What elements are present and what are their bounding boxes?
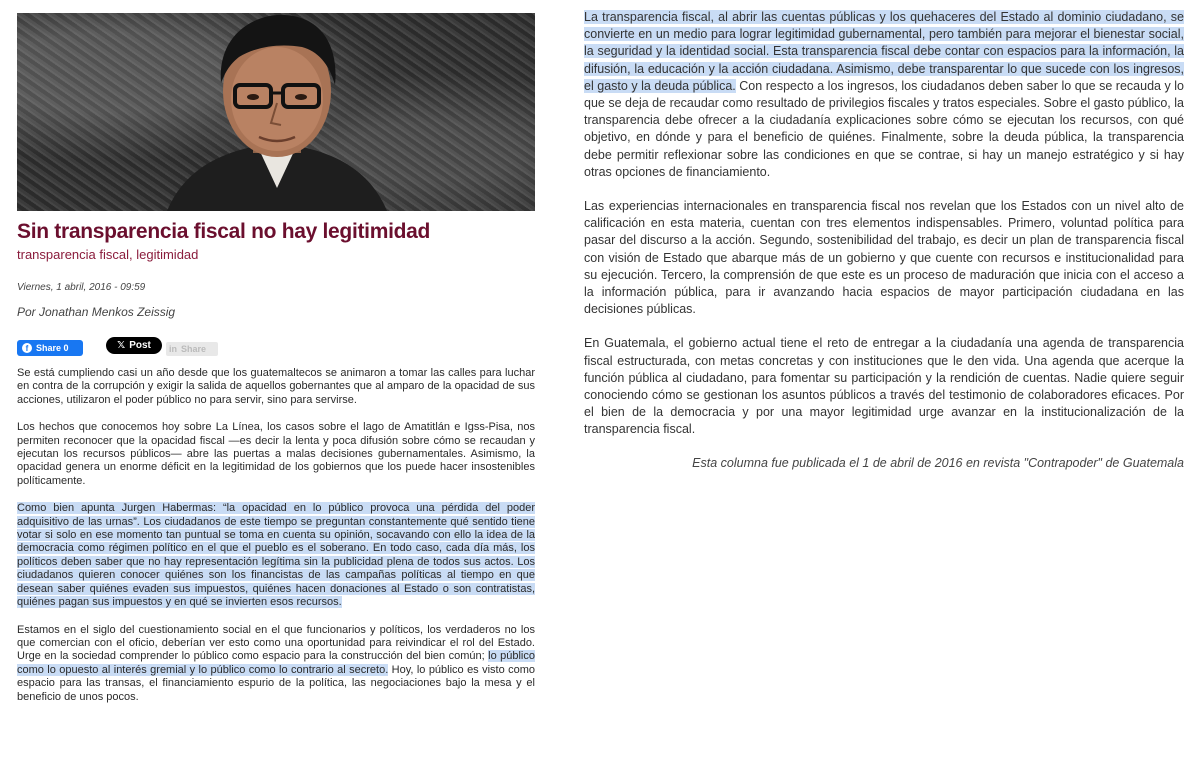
facebook-share-label: Share 0: [36, 343, 69, 353]
right-paragraph-1-rest: Con respecto a los ingresos, los ciudadanos deben saber lo que se recauda y lo que se deja de recaudar como resultado de privilegios fiscales y tratos especiales. Sobre el gasto público, la transparencia debe ofrecer a la ciudadanía explicaciones sobre cómo se ejecutan los recursos, con qué objetivo, en dónde y para el beneficio de quiénes. Finalmente, sobre la deuda pública, la transparencia debe permitir reflexionar sobre las condiciones en que se contrae, si hay un manejo estratégico y si hay otras opciones de financiamiento.: [584, 78, 1184, 179]
left-column: [17, 13, 535, 704]
tag-separator: ,: [129, 247, 137, 262]
author-portrait-illustration: [17, 13, 535, 211]
tag-link-transparencia-fiscal[interactable]: transparencia fiscal: [17, 247, 129, 262]
right-paragraph-2: Las experiencias internacionales en transparencia fiscal nos revelan que los Estados con un nivel alto de calificación en esta materia, cuentan con tres elementos indispensables. Primero, voluntad política para pasar del discurso a la acción. Segundo, sostenibilidad del trabajo, es decir un plan de transparencia fiscal con visión de Estado que abarque más de un gobierno y que cuente con recursos e institucionalidad para su ejecución. Tercero, la comprensión de que este es un proceso de maduración que inicia con el acceso a la información pública, para ir avanzando hacia espacios de mayor participación ciudadana en las decisiones públicas.: [584, 199, 1184, 317]
linkedin-icon: in: [169, 344, 177, 354]
x-logo-icon: 𝕏: [117, 340, 126, 351]
right-paragraph-1: [584, 9, 1184, 181]
tag-list: [17, 247, 535, 263]
highlighted-quote: Como bien apunta Jurgen Habermas: “la opacidad en lo público provoca una pérdida del poder adquisitivo de las urnas”. Los ciudadanos de este tiempo se preguntan constantemente qué sentido tiene votar si solo en ese momento tan puntual se toma en cuenta su opinión, socavando con ello la idea de la democracia como régimen político en el que el pueblo es el soberano. En todo caso, cada día más, los políticos deben saber que no hay representación legítima sin la publicidad plena de todos sus actos. Los ciudadanos quieren conocer quiénes son los financistas de las campañas políticas al tiempo en que desean saber quiénes evaden sus impuestos, quiénes hacen donaciones al Estado o son contratistas, quiénes pagan sus impuestos y en qué se invierten esos recursos.: [17, 502, 535, 609]
x-post-button[interactable]: [106, 337, 162, 354]
highlighted-phrase: lo público como lo opuesto al interés gremial y lo público como lo contrario al secreto.: [17, 650, 535, 676]
facebook-share-button[interactable]: [17, 340, 83, 356]
highlighted-passage: La transparencia fiscal, al abrir las cuentas públicas y los quehaceres del Estado al dominio ciudadano, se convierte en un medio para lograr legitimidad gubernamental, pero también para mejorar el bienestar social, la seguridad y la identidad social. Esta transparencia fiscal debe contar con espacios para la información, la difusión, la educación y la acción ciudadana. Asimismo, debe transparentar lo que sucede con los ingresos, el gasto y la deuda pública.: [584, 10, 1184, 93]
right-column: [584, 9, 1184, 470]
author-byline: Por Jonathan Menkos Zeissig: [17, 305, 176, 319]
left-paragraph-2: Los hechos que conocemos hoy sobre La Línea, los casos sobre el lago de Amatitlán e Igss-Pisa, nos permiten reconocer que la opacidad fiscal —es decir la lenta y poca difusión sobre cómo se recaudan y ejecutan los recursos públicos— abre las puertas a malas decisiones gubernamentales. Asimismo, la opacidad genera un enorme déficit en la legitimidad de los gobiernos que los puede hacer insostenibles políticamente.: [17, 421, 535, 487]
left-paragraph-1: Se está cumpliendo casi un año desde que los guatemaltecos se animaron a tomar las calles para luchar en contra de la corrupción y exigir la salida de aquellos gobernantes que al amparo de la opacidad de sus acciones, utilizaron el poder público no para servir, sino para servirse.: [17, 367, 535, 406]
publication-credit: Esta columna fue publicada el 1 de abril de 2016 en revista "Contrapoder" de Guatemala: [692, 455, 1184, 470]
right-paragraph-3: En Guatemala, el gobierno actual tiene el reto de entregar a la ciudadanía una agenda de transparencia fiscal estructurada, con metas concretas y con instituciones que le den vida. Una agenda que acerque la función pública al ciudadano, para fomentar su participación y la rendición de cuentas. Nadie quiere seguir conociendo cómo se gestionan los asuntos públicos a través del testimonio de colaboradores eficaces. Por el bien de la democracia y por una mayor legitimidad urge avanzar en la institucionalización de la transparencia fiscal.: [584, 336, 1184, 437]
facebook-icon: f: [22, 343, 32, 353]
linkedin-share-label: Share: [181, 344, 207, 354]
left-paragraph-4: [17, 624, 535, 704]
share-buttons: [17, 337, 535, 355]
author-photo: [17, 13, 535, 211]
x-post-label: Post: [129, 340, 151, 351]
left-paragraph-3: [17, 502, 535, 609]
linkedin-share-button[interactable]: [166, 342, 218, 356]
publish-date: Viernes, 1 abril, 2016 - 09:59: [17, 282, 146, 293]
tag-link-legitimidad[interactable]: legitimidad: [136, 247, 199, 262]
left-paragraph-4-end: Hoy, lo público es visto como espacio para las transas, el financiamiento espurio de la política, las negociaciones bajo la mesa y el beneficio de unos pocos.: [17, 663, 535, 703]
article-title: Sin transparencia fiscal no hay legitimidad: [17, 220, 431, 243]
left-paragraph-4-start: Estamos en el siglo del cuestionamiento social en el que funcionarios y políticos, los verdaderos no los que comercian con el oficio, deberían ver esto como una oportunidad para reivindicar el rol del Estado. Urge en la sociedad comprender lo público como espacio para la construcción del bien común;: [17, 623, 535, 663]
